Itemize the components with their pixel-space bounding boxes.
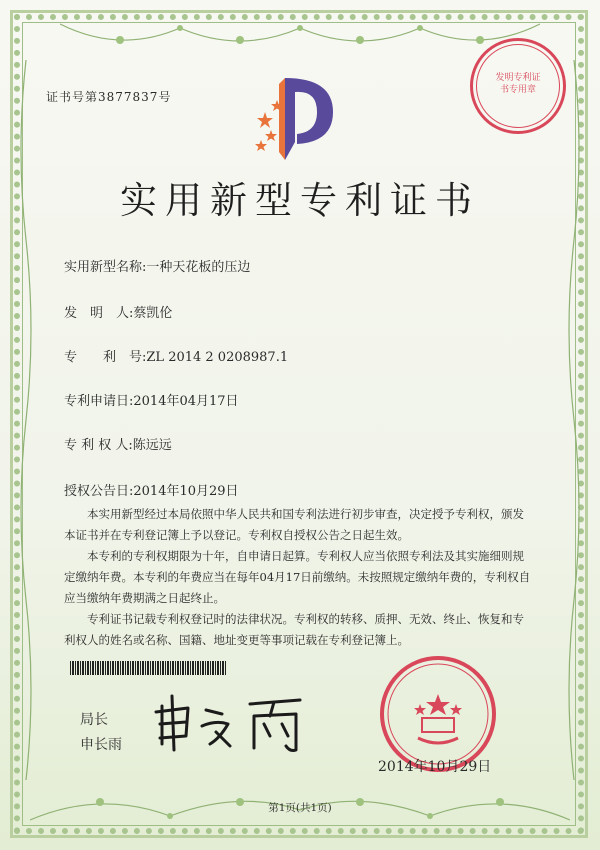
field-label: 专利申请日:	[64, 394, 134, 409]
field-value: ZL 2014 2 0208987.1	[146, 350, 289, 365]
field-value: 2014年10月29日	[133, 484, 239, 499]
barcode	[70, 661, 226, 675]
left-garland-icon	[14, 60, 38, 780]
field-grant-date	[64, 480, 239, 499]
body-paragraph-2: 本专利的专利权期限为十年，自申请日起算。专利权人应当依照专利法及其实施细则规定缴纳年费。本专利的年费应当在每年04月17日前缴纳。未按照规定缴纳年费的，专利权自应当缴纳年费期满之日起终止。	[64, 549, 531, 605]
special-seal-text: 发明专利证书专用章	[495, 73, 541, 95]
patent-office-logo-icon	[255, 72, 340, 162]
field-label: 发 明 人:	[64, 306, 134, 321]
right-garland-icon	[562, 60, 586, 780]
page-title: 实用新型专利证书	[120, 179, 480, 222]
field-label: 专 利 号:	[64, 350, 147, 365]
signatory-title: 局长	[80, 712, 108, 728]
field-value: 2014年04月17日	[133, 394, 239, 409]
field-patentee	[64, 434, 172, 453]
certificate-body	[64, 504, 534, 651]
field-inventor	[64, 302, 172, 321]
signature-icon	[150, 686, 320, 756]
field-label: 实用新型名称:	[64, 260, 147, 275]
field-label: 专 利 权 人:	[64, 438, 133, 453]
signatory-name: 申长雨	[80, 737, 122, 753]
body-paragraph-3: 专利证书记载专利权登记时的法律状况。专利权的转移、质押、无效、终止、恢复和专利权人的姓名或名称、国籍、地址变更等事项记载在专利登记簿上。	[64, 612, 524, 647]
field-patent-number	[64, 346, 288, 365]
field-value: 蔡凯伦	[133, 306, 173, 321]
page-footer: 第1页(共1页)	[268, 802, 332, 814]
field-label: 授权公告日:	[64, 484, 134, 499]
field-filing-date	[64, 390, 239, 409]
body-paragraph-1: 本实用新型经过本局依照中华人民共和国专利法进行初步审查，决定授予专利权，颁发本证书并在专利登记簿上予以登记。专利权自授权公告之日起生效。	[64, 507, 524, 542]
sign-date: 2014年10月29日	[378, 759, 492, 775]
top-garland-icon	[60, 14, 540, 54]
field-value: 陈远远	[132, 438, 172, 453]
certificate-number: 证书号第3877837号	[46, 90, 172, 104]
field-value: 一种天花板的压边	[146, 260, 251, 275]
special-seal-stamp	[470, 38, 566, 134]
field-utility-model-name	[64, 256, 250, 275]
